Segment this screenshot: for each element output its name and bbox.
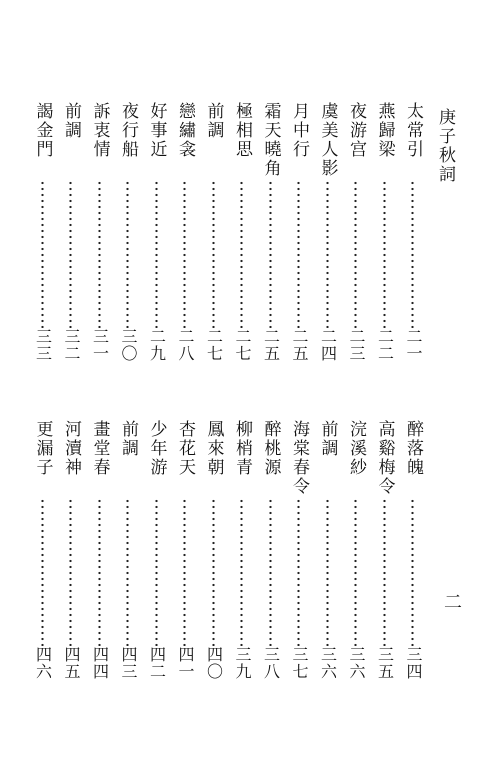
toc-entry-title: 夜行船	[118, 102, 138, 159]
toc-entry-page: 二一	[404, 328, 423, 362]
toc-entry-page: 四五	[62, 646, 81, 680]
dot-leader	[69, 498, 72, 646]
toc-entry-title: 太常引	[403, 102, 423, 159]
dot-leader	[269, 180, 272, 328]
toc-entry	[87, 420, 113, 680]
toc-entry-title: 訴衷情	[89, 102, 110, 159]
toc-entry	[115, 420, 141, 680]
toc-entry	[30, 102, 56, 362]
toc-entry-title: 高谿梅令	[374, 420, 395, 496]
toc-entry-page: 四六	[33, 646, 53, 680]
toc-entry-title: 杏花天	[175, 420, 195, 477]
toc-entry	[201, 102, 227, 362]
toc-entry-page: 四三	[119, 646, 138, 680]
toc-entry	[343, 420, 369, 680]
toc-entry-title: 夜游宫	[346, 102, 366, 159]
toc-entry-page: 二五	[261, 328, 281, 362]
toc-entry-title: 更漏子	[32, 420, 53, 477]
toc-entry-page: 三四	[404, 646, 423, 680]
toc-entry	[400, 420, 426, 680]
toc-entry-page: 二七	[204, 328, 224, 362]
toc-entry	[400, 102, 426, 362]
toc-entry	[315, 102, 341, 362]
dot-leader	[155, 180, 158, 328]
dot-leader	[411, 180, 414, 328]
toc-entry-page: 二八	[176, 328, 195, 362]
dot-leader	[297, 180, 300, 328]
toc-entry-title: 謁金門	[32, 102, 53, 159]
toc-entry-page: 三六	[318, 646, 338, 680]
toc-entry-page: 二九	[147, 328, 167, 362]
toc-entry	[144, 102, 170, 362]
toc-entry-title: 少年游	[146, 420, 167, 477]
toc-entry-page: 三八	[261, 646, 281, 680]
dot-leader	[126, 180, 129, 328]
toc-entry-page: 三一	[90, 328, 110, 362]
toc-entry	[286, 420, 312, 680]
toc-lower-block	[30, 420, 425, 680]
dot-leader	[240, 498, 243, 646]
toc-entry-page: 三六	[347, 646, 366, 680]
toc-entry-page: 三七	[290, 646, 309, 680]
dot-leader	[183, 180, 186, 328]
dot-leader	[383, 498, 386, 646]
dot-leader	[126, 498, 129, 646]
toc-entry	[343, 102, 369, 362]
toc-entry-title: 柳梢青	[232, 420, 252, 477]
dot-leader	[69, 180, 72, 328]
toc-entry-title: 戀繡衾	[175, 102, 195, 159]
dot-leader	[240, 180, 243, 328]
toc-entry-title: 前調	[203, 102, 224, 140]
dot-leader	[98, 180, 101, 328]
toc-entry-page: 四二	[147, 646, 167, 680]
toc-entry-page: 四四	[90, 646, 110, 680]
toc-entry-page: 四〇	[204, 646, 224, 680]
toc-entry-page: 四一	[176, 646, 195, 680]
dot-leader	[383, 180, 386, 328]
toc-entry-title: 好事近	[146, 102, 167, 159]
dot-leader	[212, 498, 215, 646]
toc-entry	[58, 420, 84, 680]
toc-entry-page: 二五	[290, 328, 309, 362]
toc-entry-title: 畫堂春	[89, 420, 110, 477]
toc-entry-title: 前調	[61, 102, 81, 140]
toc-entry-title: 霜天曉角	[260, 102, 281, 178]
toc-entry	[30, 420, 56, 680]
dot-leader	[183, 498, 186, 646]
toc-entry	[315, 420, 341, 680]
toc-entry	[229, 102, 255, 362]
toc-entry-page: 三〇	[119, 328, 138, 362]
toc-entry-title: 醉桃源	[260, 420, 281, 477]
toc-entry-page: 二七	[233, 328, 252, 362]
toc-entry-title: 醉落魄	[403, 420, 423, 477]
toc-entry	[372, 102, 398, 362]
toc-entry	[172, 102, 198, 362]
dot-leader	[41, 180, 44, 328]
toc-entry	[258, 420, 284, 680]
toc-entry	[286, 102, 312, 362]
toc-entry-page: 三三	[33, 328, 53, 362]
page-number: 二	[441, 592, 462, 610]
toc-entry	[115, 102, 141, 362]
dot-leader	[155, 498, 158, 646]
toc-entry-page: 二三	[347, 328, 366, 362]
toc-entry-page: 二四	[318, 328, 338, 362]
dot-leader	[326, 498, 329, 646]
toc-entry	[229, 420, 255, 680]
dot-leader	[354, 498, 357, 646]
book-title: 庚子秋詞	[435, 108, 455, 184]
toc-entry-title: 月中行	[289, 102, 309, 159]
toc-entry	[372, 420, 398, 680]
toc-entry-title: 海棠春令	[289, 420, 309, 496]
dot-leader	[354, 180, 357, 328]
toc-entry-page: 三九	[233, 646, 252, 680]
toc-entry-page: 三二	[62, 328, 81, 362]
toc-entry-title: 極相思	[232, 102, 252, 159]
dot-leader	[269, 498, 272, 646]
dot-leader	[98, 498, 101, 646]
toc-entry-title: 河瀆神	[61, 420, 81, 477]
dot-leader	[326, 180, 329, 328]
toc-entry	[172, 420, 198, 680]
toc-entry-page: 三五	[375, 646, 395, 680]
toc-entry-title: 燕歸梁	[374, 102, 395, 159]
dot-leader	[297, 498, 300, 646]
dot-leader	[212, 180, 215, 328]
toc-entry	[58, 102, 84, 362]
toc-entry-title: 鳳來朝	[203, 420, 224, 477]
toc-entry	[144, 420, 170, 680]
toc-entry	[87, 102, 113, 362]
toc-upper-block	[30, 102, 425, 362]
toc-entry-title: 前調	[118, 420, 138, 458]
toc-entry	[258, 102, 284, 362]
toc-entry	[201, 420, 227, 680]
dot-leader	[41, 498, 44, 646]
dot-leader	[411, 498, 414, 646]
toc-entry-page: 二二	[375, 328, 395, 362]
toc-entry-title: 浣溪紗	[346, 420, 366, 477]
toc-entry-title: 虞美人影	[317, 102, 338, 178]
toc-entry-title: 前調	[317, 420, 338, 458]
